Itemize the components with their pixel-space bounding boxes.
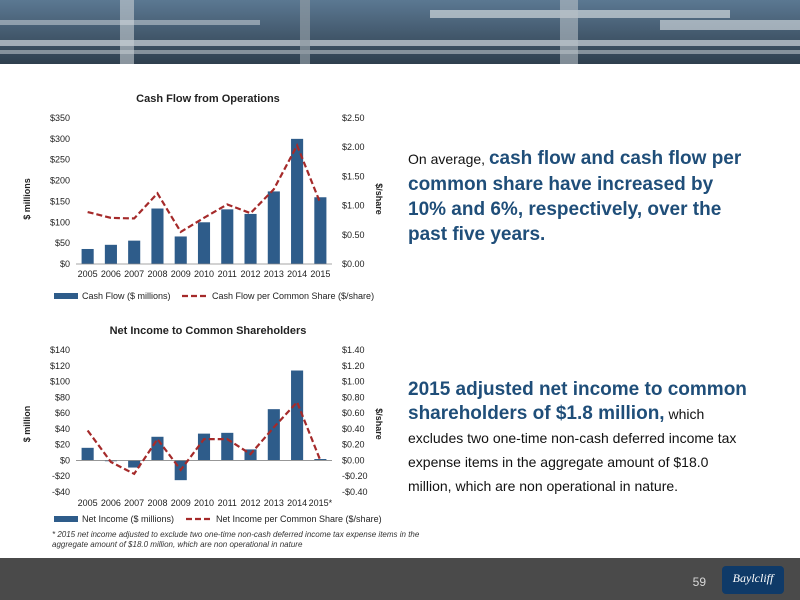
x-tick-label: 2014 <box>287 498 308 508</box>
net-income-chart <box>0 316 400 528</box>
x-tick-label: 2006 <box>100 498 121 508</box>
summary-emphasis: 2015 adjusted net income to common shareholders of $1.8 million, <box>408 379 747 424</box>
footnote: * 2015 net income adjusted to exclude two one-time non-cash deferred income tax expense items in the aggregate amount of $18.0 million, which are non operational in nature <box>52 530 420 549</box>
legend-bar-swatch <box>54 516 78 522</box>
summary-detail: which excludes two one-time non-cash deferred income tax expense items in the aggregate amount of $18.0 million, which are non operational in nature. <box>408 406 737 494</box>
legend-label: Net Income ($ millions) <box>82 514 175 524</box>
legend-label: Cash Flow per Common Share ($/share) <box>212 291 375 301</box>
y-tick-label: $60 <box>54 408 70 419</box>
x-tick-label: 2007 <box>124 269 145 279</box>
x-tick-label: 2013 <box>263 269 284 279</box>
header-banner-image <box>0 0 800 64</box>
y-tick-label: $50 <box>54 238 70 249</box>
y-tick-label: -$40 <box>51 487 70 497</box>
y2-tick-label: $0.50 <box>342 229 365 240</box>
bar <box>198 222 210 264</box>
x-tick-label: 2007 <box>124 498 145 508</box>
y-tick-label: $300 <box>49 133 70 144</box>
y-axis-label: $ million <box>22 405 32 443</box>
y2-tick-label: $1.00 <box>342 200 365 211</box>
y2-tick-label: -$0.20 <box>342 471 368 482</box>
y2-axis-label: $/share <box>374 183 384 215</box>
legend-label: Cash Flow ($ millions) <box>82 291 171 301</box>
x-tick-label: 2012 <box>240 498 261 508</box>
y2-tick-label: $2.00 <box>342 142 365 153</box>
x-tick-label: 2015 <box>310 269 331 279</box>
y2-tick-label: $0.20 <box>342 439 365 450</box>
x-tick-label: 2014 <box>287 269 308 279</box>
y2-tick-label: $0.60 <box>342 408 365 419</box>
bar <box>268 191 280 264</box>
bar <box>198 434 210 461</box>
chart-title: Cash Flow from Operations <box>136 93 280 105</box>
x-tick-label: 2009 <box>170 498 191 508</box>
y-axis-label: $ millions <box>22 178 32 220</box>
summary-emphasis: cash flow and cash flow per common share have increased by 10% and 6%, respectively, over the past five years. <box>408 148 742 245</box>
y2-tick-label: $0.80 <box>342 392 365 403</box>
x-tick-label: 2013 <box>263 498 284 508</box>
y2-tick-label: -$0.40 <box>342 487 368 497</box>
y-tick-label: $200 <box>49 175 70 186</box>
y-tick-label: $350 <box>49 113 70 123</box>
y-tick-label: $80 <box>54 392 70 403</box>
net-income-summary <box>408 378 753 498</box>
x-tick-label: 2011 <box>217 498 237 508</box>
footer-bar <box>0 558 800 600</box>
y2-tick-label: $0.00 <box>342 455 365 466</box>
bar <box>82 448 94 461</box>
y-tick-label: $150 <box>49 196 70 207</box>
y2-tick-label: $0.40 <box>342 423 365 434</box>
bar <box>244 214 256 264</box>
y2-tick-label: $1.40 <box>342 345 365 355</box>
x-tick-label: 2005 <box>77 269 98 279</box>
y2-tick-label: $1.00 <box>342 376 365 387</box>
x-tick-label: 2010 <box>193 498 215 508</box>
cash-flow-chart <box>0 84 400 306</box>
bar <box>314 197 326 264</box>
y2-axis-label: $/share <box>374 408 384 440</box>
x-tick-label: 2009 <box>170 269 191 279</box>
legend-bar-swatch <box>54 293 78 299</box>
y-tick-label: $140 <box>49 345 70 355</box>
y-tick-label: -$20 <box>51 471 70 482</box>
bar <box>221 433 233 461</box>
y-tick-label: $100 <box>49 376 70 387</box>
y-tick-label: $250 <box>49 154 70 165</box>
x-tick-label: 2011 <box>217 269 237 279</box>
company-logo: Baylcliff <box>722 566 784 594</box>
y-tick-label: $20 <box>54 439 70 450</box>
x-tick-label: 2005 <box>77 498 98 508</box>
bar <box>105 245 117 264</box>
summary-prefix: On average, <box>408 151 489 167</box>
chart-title: Net Income to Common Shareholders <box>109 325 307 337</box>
x-tick-label: 2015* <box>308 498 333 508</box>
y2-tick-label: $1.20 <box>342 360 365 371</box>
legend-label: Net Income per Common Share ($/share) <box>216 514 382 524</box>
bar <box>82 249 94 264</box>
y2-tick-label: $0.00 <box>342 259 365 269</box>
bar <box>221 209 233 264</box>
y-tick-label: $0 <box>59 259 70 269</box>
x-tick-label: 2008 <box>147 498 168 508</box>
y-tick-label: $40 <box>54 423 70 434</box>
cash-flow-summary <box>408 146 748 247</box>
y-tick-label: $100 <box>49 217 70 228</box>
x-tick-label: 2010 <box>193 269 215 279</box>
x-tick-label: 2008 <box>147 269 168 279</box>
per-share-line <box>88 145 321 231</box>
y2-tick-label: $1.50 <box>342 171 365 182</box>
bar <box>175 236 187 264</box>
bar <box>128 241 140 264</box>
bar <box>268 409 280 460</box>
bar <box>151 209 163 264</box>
y2-tick-label: $2.50 <box>342 113 365 123</box>
x-tick-label: 2006 <box>100 269 121 279</box>
y-tick-label: $0 <box>59 455 70 466</box>
page-number: 59 <box>692 575 706 589</box>
y-tick-label: $120 <box>49 360 70 371</box>
x-tick-label: 2012 <box>240 269 261 279</box>
